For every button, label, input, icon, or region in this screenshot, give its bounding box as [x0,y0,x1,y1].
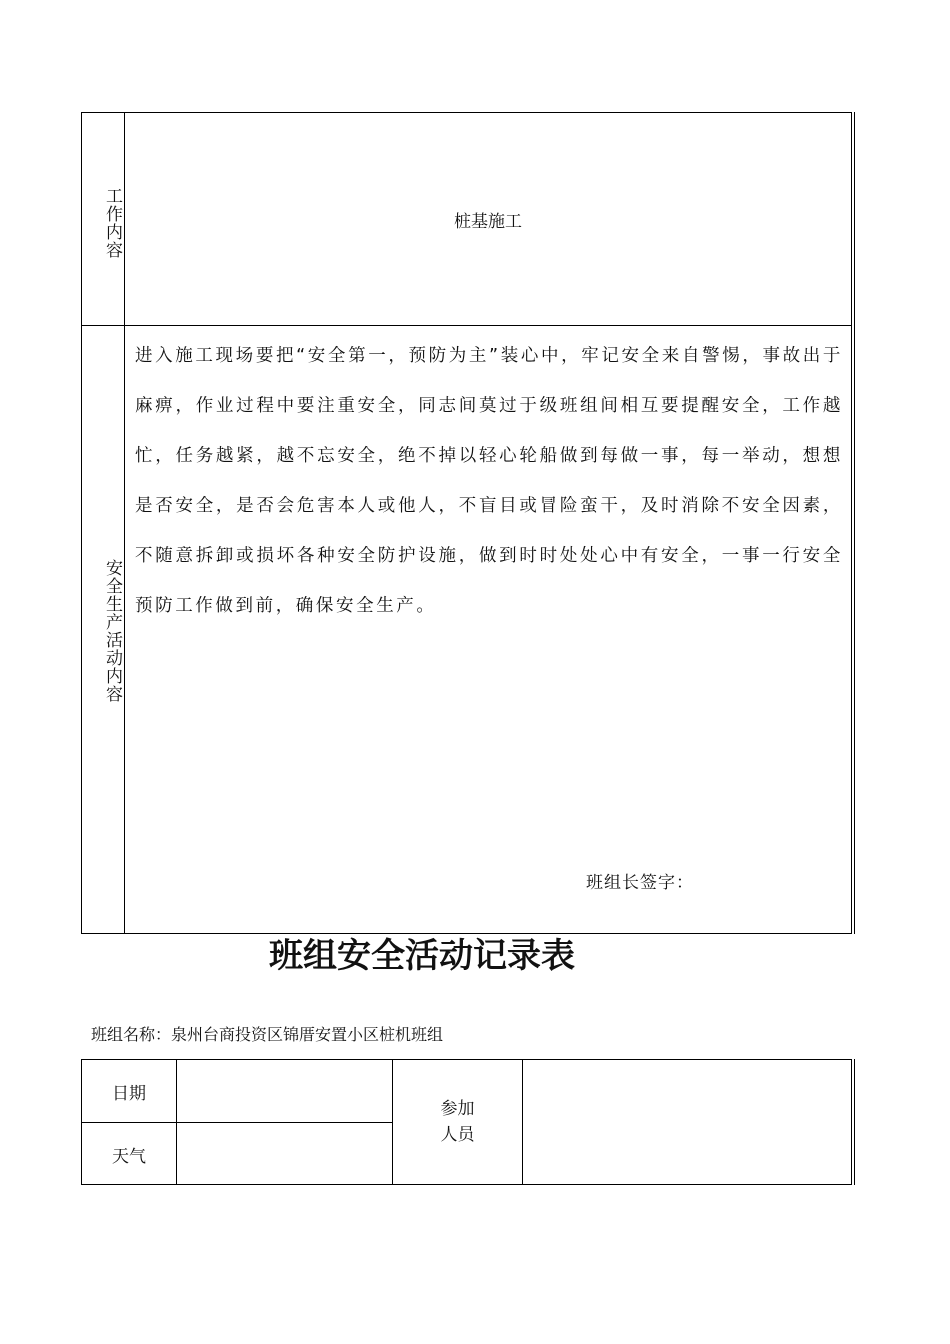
work-content-label: 工作内容 [102,187,122,259]
form-header-table [81,1059,852,1185]
activity-record-table [81,112,852,934]
participants-label [393,1060,522,1184]
participants-label-line2: 人员 [440,1125,475,1145]
table-row-divider [82,325,851,326]
date-field[interactable] [177,1060,392,1122]
weather-label: 天气 [112,1146,146,1167]
safety-activity-text: 进入施工现场要把“安全第一，预防为主”装心中，牢记安全来自警惕，事故出于麻痹，作业过程中要注重安全，同志间莫过于级班组间相互要提醒安全，工作越忙，任务越紧，越不忘安全，绝不掉以轻心轮船做到每做一事，每一举动，想想是否安全，是否会危害本人或他人，不盲目或冒险蛮干，及时消除不安全因素，不随意拆卸或损坏各种安全防护设施，做到时时处处心中有安全，一事一行安全预防工作做到前，确保安全生产。 [135,346,843,616]
weather-field[interactable] [177,1123,392,1185]
work-content-value: 桩基施工 [454,211,522,232]
form-title: 班组安全活动记录表 [269,936,575,976]
participants-field[interactable] [523,1060,851,1184]
team-name: 班组名称：泉州台商投资区锦厝安置小区桩机班组 [91,1025,444,1044]
leader-signature-label: 班组长签字： [586,873,694,893]
date-label: 日期 [112,1083,146,1104]
participants-label-line1: 参加 [440,1099,475,1119]
safety-activity-label: 安全生产活动内容 [102,559,122,703]
